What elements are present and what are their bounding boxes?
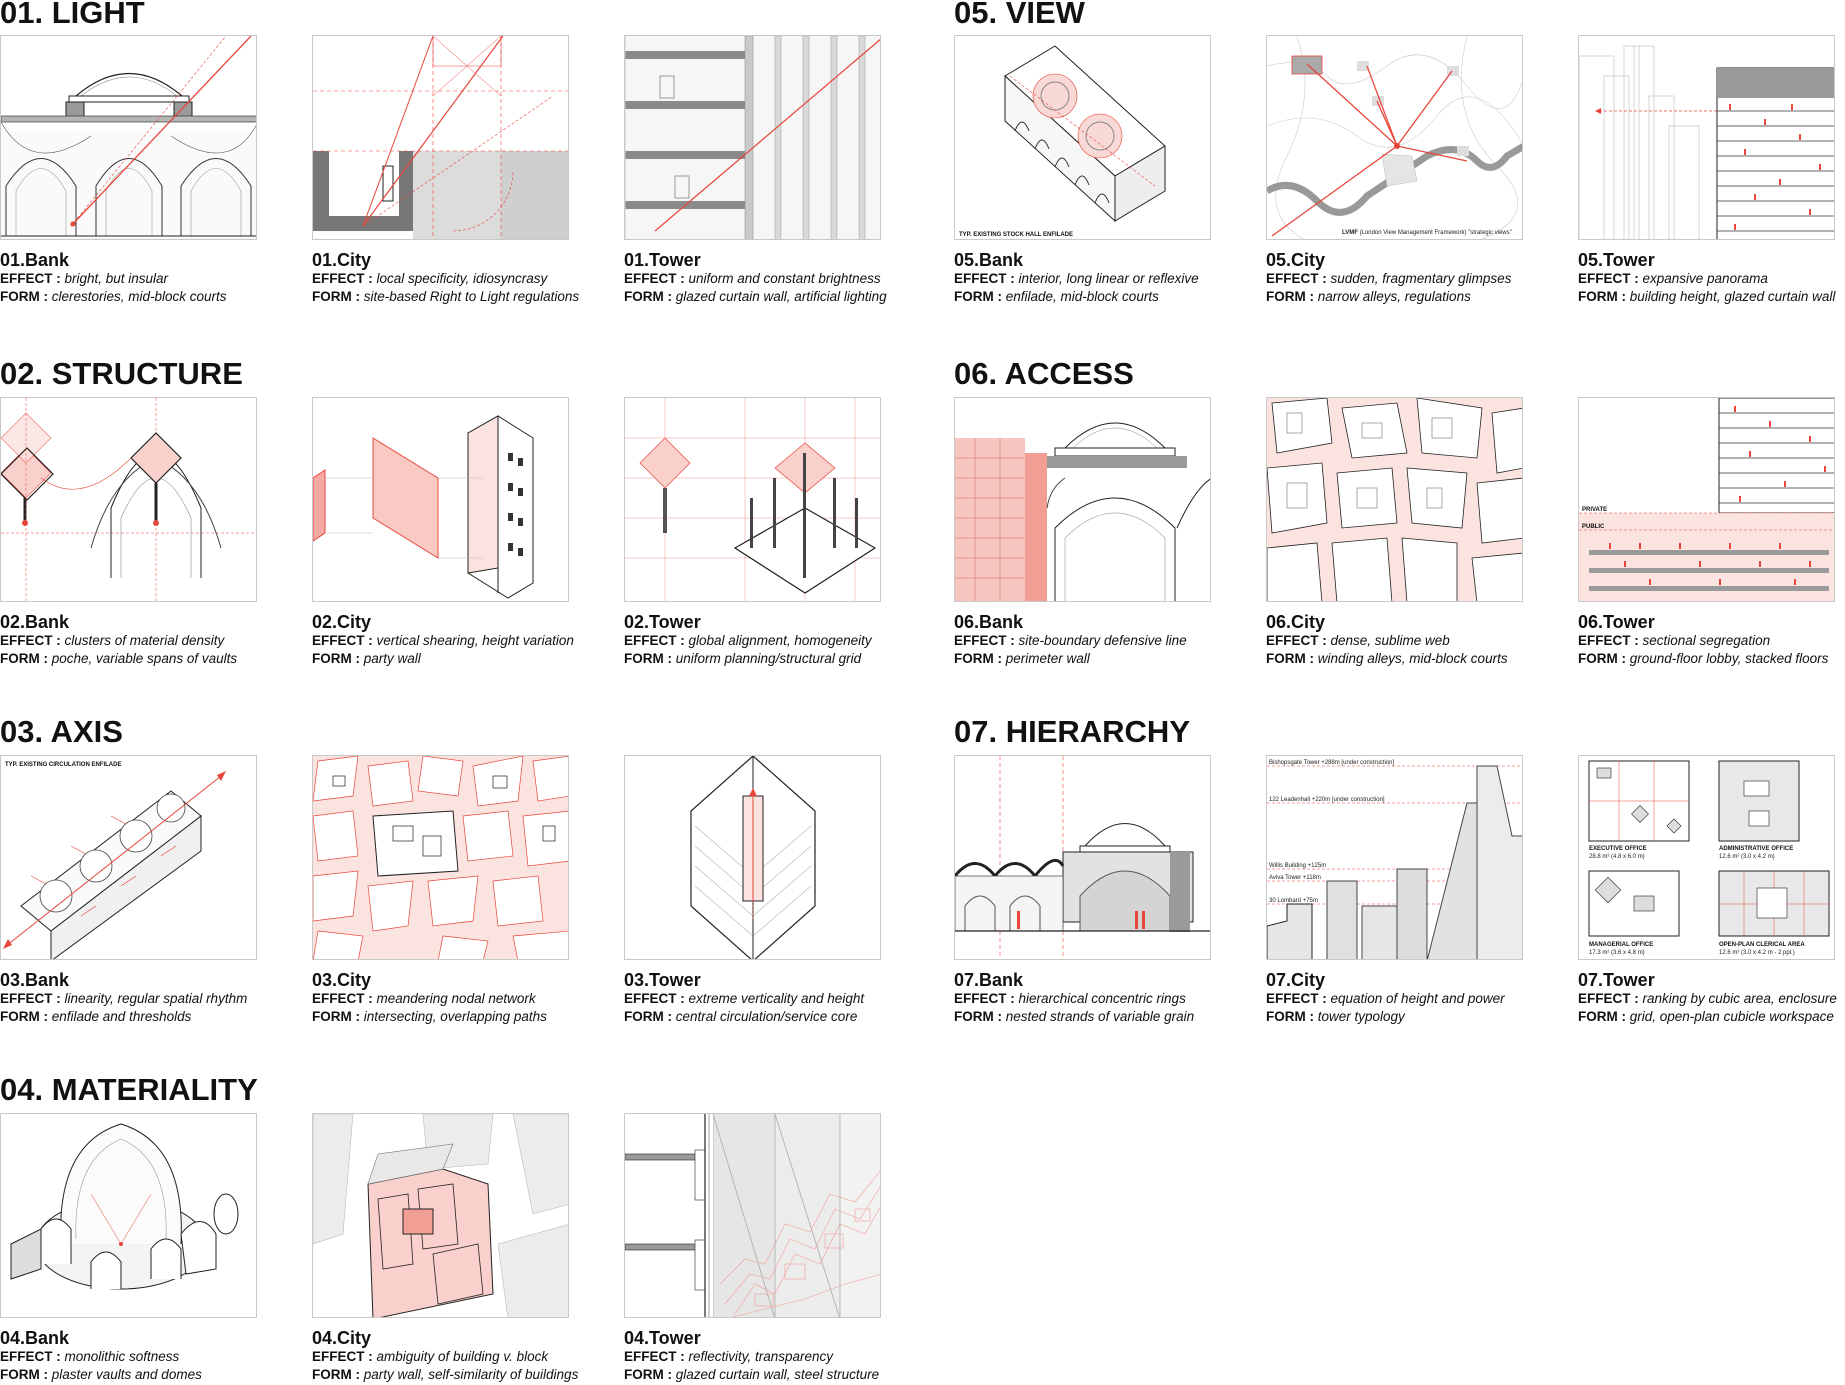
panel-03-bank: TYP. EXISTING CIRCULATION ENFILADE 03.Bank EFFECT : linearity, regular spatial rhythm FORM : enfilade and thresholds: [0, 755, 257, 960]
form-text: tower typology: [1317, 1009, 1405, 1024]
effect-text: uniform and constant brightness: [688, 271, 881, 286]
caption-title: 06.City: [1266, 612, 1326, 632]
diagram-07-bank: [954, 755, 1211, 960]
effect-label: EFFECT: [1578, 633, 1631, 648]
panel-02-city: 02.City EFFECT : vertical shearing, height variation FORM : party wall: [312, 397, 569, 602]
diagram-05-city: [1266, 35, 1523, 240]
form-text: ground-floor lobby, stacked floors: [1629, 651, 1829, 666]
diagram-02-tower: [624, 397, 881, 602]
office-area: 17.3 m² (3.6 x 4.8 m): [1589, 950, 1645, 956]
form-label: FORM: [312, 1367, 352, 1382]
caption-title: 04.Tower: [624, 1328, 701, 1348]
panel-01-city: 01.City EFFECT : local specificity, idiosyncrasy FORM : site-based Right to Light regulations: [312, 35, 569, 240]
effect-label: EFFECT: [0, 633, 53, 648]
form-label: FORM: [954, 1009, 994, 1024]
diagram-03-tower: [624, 755, 881, 960]
form-label: FORM: [954, 651, 994, 666]
form-label: FORM: [312, 1009, 352, 1024]
caption-title: 07.Tower: [1578, 970, 1655, 990]
panel-02-bank: 02.Bank EFFECT : clusters of material density FORM : poche, variable spans of vaults: [0, 397, 257, 602]
effect-text: linearity, regular spatial rhythm: [64, 991, 248, 1006]
section-title-axis: 03. AXIS: [0, 714, 123, 749]
panel-01-bank: 01.Bank EFFECT : bright, but insular FORM : clerestories, mid-block courts: [0, 35, 257, 240]
caption-title: 03.Tower: [624, 970, 701, 990]
height-label: Willis Building +125m: [1269, 863, 1327, 869]
form-label: FORM: [1578, 1009, 1618, 1024]
form-text: enfilade, mid-block courts: [1005, 289, 1159, 304]
diagram-05-bank: [954, 35, 1211, 240]
form-label: FORM: [624, 651, 664, 666]
diagram-06-bank: [954, 397, 1211, 602]
section-title-materiality: 04. MATERIALITY: [0, 1072, 258, 1107]
diagram-01-city: [312, 35, 569, 240]
caption-title: 06.Tower: [1578, 612, 1655, 632]
form-label: FORM: [1266, 651, 1306, 666]
caption-title: 01.Tower: [624, 250, 701, 270]
caption-title: 01.City: [312, 250, 372, 270]
panel-04-bank: 04.Bank EFFECT : monolithic softness FORM : plaster vaults and domes: [0, 1113, 257, 1318]
form-label: FORM: [0, 1009, 40, 1024]
effect-label: EFFECT: [0, 271, 53, 286]
effect-text: expansive panorama: [1642, 271, 1768, 286]
diagram-note: TYP. EXISTING CIRCULATION ENFILADE: [5, 762, 122, 768]
diagram-03-bank: [0, 755, 257, 960]
effect-text: monolithic softness: [64, 1349, 180, 1364]
caption-title: 02.Tower: [624, 612, 701, 632]
effect-text: global alignment, homogeneity: [688, 633, 872, 648]
form-text: narrow alleys, regulations: [1317, 289, 1471, 304]
form-text: clerestories, mid-block courts: [51, 289, 227, 304]
effect-label: EFFECT: [954, 991, 1007, 1006]
diagram-note: TYP. EXISTING STOCK HALL ENFILADE: [959, 232, 1074, 238]
effect-text: equation of height and power: [1330, 991, 1505, 1006]
form-text: site-based Right to Light regulations: [363, 289, 580, 304]
panel-05-tower: 05.Tower EFFECT : expansive panorama FORM : building height, glazed curtain wall: [1578, 35, 1835, 240]
form-text: party wall, self-similarity of buildings: [363, 1367, 579, 1382]
label-private: PRIVATE: [1582, 507, 1608, 513]
diagram-03-city: [312, 755, 569, 960]
caption-title: 02.Bank: [0, 612, 70, 632]
form-label: FORM: [1266, 289, 1306, 304]
effect-label: EFFECT: [0, 991, 53, 1006]
diagram-02-city: [312, 397, 569, 602]
effect-label: EFFECT: [1266, 271, 1319, 286]
office-label: OPEN-PLAN CLERICAL AREA: [1719, 942, 1805, 948]
caption-title: 02.City: [312, 612, 372, 632]
effect-text: sudden, fragmentary glimpses: [1330, 271, 1512, 286]
form-label: FORM: [312, 651, 352, 666]
form-text: uniform planning/structural grid: [675, 651, 862, 666]
diagram-01-bank: [0, 35, 257, 240]
section-title-access: 06. ACCESS: [954, 356, 1134, 391]
caption-title: 04.City: [312, 1328, 372, 1348]
caption-title: 06.Bank: [954, 612, 1024, 632]
effect-text: sectional segregation: [1642, 633, 1771, 648]
office-area: 12.6 m² (3.0 x 4.2 m): [1719, 854, 1775, 860]
effect-label: EFFECT: [1578, 991, 1631, 1006]
effect-text: bright, but insular: [64, 271, 169, 286]
effect-label: EFFECT: [1266, 633, 1319, 648]
effect-text: local specificity, idiosyncrasy: [376, 271, 548, 286]
form-text: building height, glazed curtain wall: [1629, 289, 1836, 304]
effect-label: EFFECT: [954, 633, 1007, 648]
caption-title: 03.Bank: [0, 970, 70, 990]
height-label: 30 Lombard +75m: [1269, 898, 1318, 904]
effect-label: EFFECT: [312, 1349, 365, 1364]
diagram-02-bank: [0, 397, 257, 602]
caption-title: 03.City: [312, 970, 372, 990]
caption-title: 07.Bank: [954, 970, 1024, 990]
effect-text: meandering nodal network: [376, 991, 536, 1006]
diagram-06-tower: [1578, 397, 1835, 602]
panel-03-tower: 03.Tower EFFECT : extreme verticality and height FORM : central circulation/service core: [624, 755, 881, 960]
office-label: ADMINISTRATIVE OFFICE: [1719, 846, 1794, 852]
caption-title: 01.Bank: [0, 250, 70, 270]
diagram-note: LVMF (London View Management Framework) "strategic views": [1342, 230, 1512, 236]
panel-01-tower: 01.Tower EFFECT : uniform and constant brightness FORM : glazed curtain wall, artificial lighting: [624, 35, 881, 240]
effect-label: EFFECT: [1578, 271, 1631, 286]
effect-label: EFFECT: [312, 633, 365, 648]
form-text: poche, variable spans of vaults: [51, 651, 238, 666]
panel-04-tower: 04.Tower EFFECT : reflectivity, transparency FORM : glazed curtain wall, steel structure: [624, 1113, 881, 1318]
panel-02-tower: 02.Tower EFFECT : global alignment, homogeneity FORM : uniform planning/structural grid: [624, 397, 881, 602]
effect-label: EFFECT: [0, 1349, 53, 1364]
effect-text: dense, sublime web: [1330, 633, 1450, 648]
effect-text: extreme verticality and height: [688, 991, 865, 1006]
panel-06-bank: 06.Bank EFFECT : site-boundary defensive line FORM : perimeter wall: [954, 397, 1211, 602]
height-label: Aviva Tower +118m: [1269, 875, 1321, 881]
form-label: FORM: [624, 1009, 664, 1024]
diagram-04-bank: [0, 1113, 257, 1318]
effect-text: ranking by cubic area, enclosure: [1642, 991, 1837, 1006]
form-text: nested strands of variable grain: [1005, 1009, 1195, 1024]
panel-05-bank: TYP. EXISTING STOCK HALL ENFILADE 05.Bank EFFECT : interior, long linear or reflexive FORM : enfilade, mid-block courts: [954, 35, 1211, 240]
form-text: central circulation/service core: [675, 1009, 858, 1024]
diagram-01-tower: [624, 35, 881, 240]
form-text: intersecting, overlapping paths: [363, 1009, 547, 1024]
form-label: FORM: [1578, 289, 1618, 304]
section-title-view: 05. VIEW: [954, 0, 1085, 30]
height-label: Bishopsgate Tower +288m [under construction]: [1269, 760, 1395, 766]
effect-text: ambiguity of building v. block: [376, 1349, 549, 1364]
office-label: EXECUTIVE OFFICE: [1589, 846, 1647, 852]
form-label: FORM: [1578, 651, 1618, 666]
section-title-structure: 02. STRUCTURE: [0, 356, 243, 391]
effect-label: EFFECT: [954, 271, 1007, 286]
effect-text: hierarchical concentric rings: [1018, 991, 1186, 1006]
diagram-04-tower: [624, 1113, 881, 1318]
form-text: glazed curtain wall, artificial lighting: [675, 289, 887, 304]
effect-text: interior, long linear or reflexive: [1018, 271, 1199, 286]
section-title-light: 01. LIGHT: [0, 0, 145, 30]
section-title-hierarchy: 07. HIERARCHY: [954, 714, 1190, 749]
form-text: perimeter wall: [1005, 651, 1090, 666]
panel-07-city: Bishopsgate Tower +288m [under construction] 122 Leadenhall +220m [under construction] Willis Building +125m Aviva Tower +118m 30 Lombard +75m 07.City EFFECT : equation of height and power FORM : tower typology: [1266, 755, 1523, 960]
form-label: FORM: [624, 289, 664, 304]
effect-label: EFFECT: [1266, 991, 1319, 1006]
caption-title: 05.Bank: [954, 250, 1024, 270]
office-area: 28.8 m² (4.8 x 6.0 m): [1589, 854, 1645, 860]
effect-text: clusters of material density: [64, 633, 225, 648]
form-text: glazed curtain wall, steel structure: [675, 1367, 880, 1382]
form-label: FORM: [0, 289, 40, 304]
effect-text: vertical shearing, height variation: [376, 633, 574, 648]
label-public: PUBLIC: [1582, 524, 1605, 530]
form-label: FORM: [0, 1367, 40, 1382]
effect-label: EFFECT: [312, 271, 365, 286]
form-text: grid, open-plan cubicle workspace: [1629, 1009, 1834, 1024]
diagram-06-city: [1266, 397, 1523, 602]
form-text: plaster vaults and domes: [51, 1367, 202, 1382]
caption-title: 04.Bank: [0, 1328, 70, 1348]
effect-label: EFFECT: [624, 271, 677, 286]
panel-05-city: LVMF (London View Management Framework) "strategic views" 05.City EFFECT : sudden, fragmentary glimpses FORM : narrow alleys, regulations: [1266, 35, 1523, 240]
effect-label: EFFECT: [624, 1349, 677, 1364]
diagram-07-tower: [1578, 755, 1835, 960]
panel-06-tower: PRIVATE PUBLIC 06.Tower EFFECT : sectional segregation FORM : ground-floor lobby, stacked floors: [1578, 397, 1835, 602]
diagram-07-city: [1266, 755, 1523, 960]
effect-label: EFFECT: [312, 991, 365, 1006]
caption-title: 05.Tower: [1578, 250, 1655, 270]
form-text: enfilade and thresholds: [51, 1009, 192, 1024]
effect-label: EFFECT: [624, 633, 677, 648]
height-label: 122 Leadenhall +220m [under construction]: [1269, 797, 1385, 803]
panel-07-tower: EXECUTIVE OFFICE 28.8 m² (4.8 x 6.0 m) ADMINISTRATIVE OFFICE 12.6 m² (3.0 x 4.2 m) MANAGERIAL OFFICE 17.3 m² (3.6 x 4.8 m) OPEN-PLAN CLERICAL AREA 12.6 m² (3.0 x 4.2 m - 2 ppl.) 07.Tower EFFECT : ranking by cubic area, enclosure FORM : grid, open-plan cubicle workspace: [1578, 755, 1835, 960]
form-label: FORM: [954, 289, 994, 304]
form-label: FORM: [312, 289, 352, 304]
panel-03-city: 03.City EFFECT : meandering nodal network FORM : intersecting, overlapping paths: [312, 755, 569, 960]
panel-06-city: 06.City EFFECT : dense, sublime web FORM : winding alleys, mid-block courts: [1266, 397, 1523, 602]
panel-07-bank: 07.Bank EFFECT : hierarchical concentric rings FORM : nested strands of variable grain: [954, 755, 1211, 960]
form-label: FORM: [624, 1367, 664, 1382]
office-area: 12.6 m² (3.0 x 4.2 m - 2 ppl.): [1719, 950, 1795, 956]
form-text: party wall: [363, 651, 421, 666]
effect-text: reflectivity, transparency: [688, 1349, 834, 1364]
form-text: winding alleys, mid-block courts: [1317, 651, 1508, 666]
effect-text: site-boundary defensive line: [1018, 633, 1187, 648]
effect-label: EFFECT: [624, 991, 677, 1006]
form-label: FORM: [0, 651, 40, 666]
diagram-04-city: [312, 1113, 569, 1318]
panel-04-city: 04.City EFFECT : ambiguity of building v. block FORM : party wall, self-similarity of buildings: [312, 1113, 569, 1318]
diagram-05-tower: [1578, 35, 1835, 240]
caption-title: 07.City: [1266, 970, 1326, 990]
caption-title: 05.City: [1266, 250, 1326, 270]
form-label: FORM: [1266, 1009, 1306, 1024]
office-label: MANAGERIAL OFFICE: [1589, 942, 1654, 948]
